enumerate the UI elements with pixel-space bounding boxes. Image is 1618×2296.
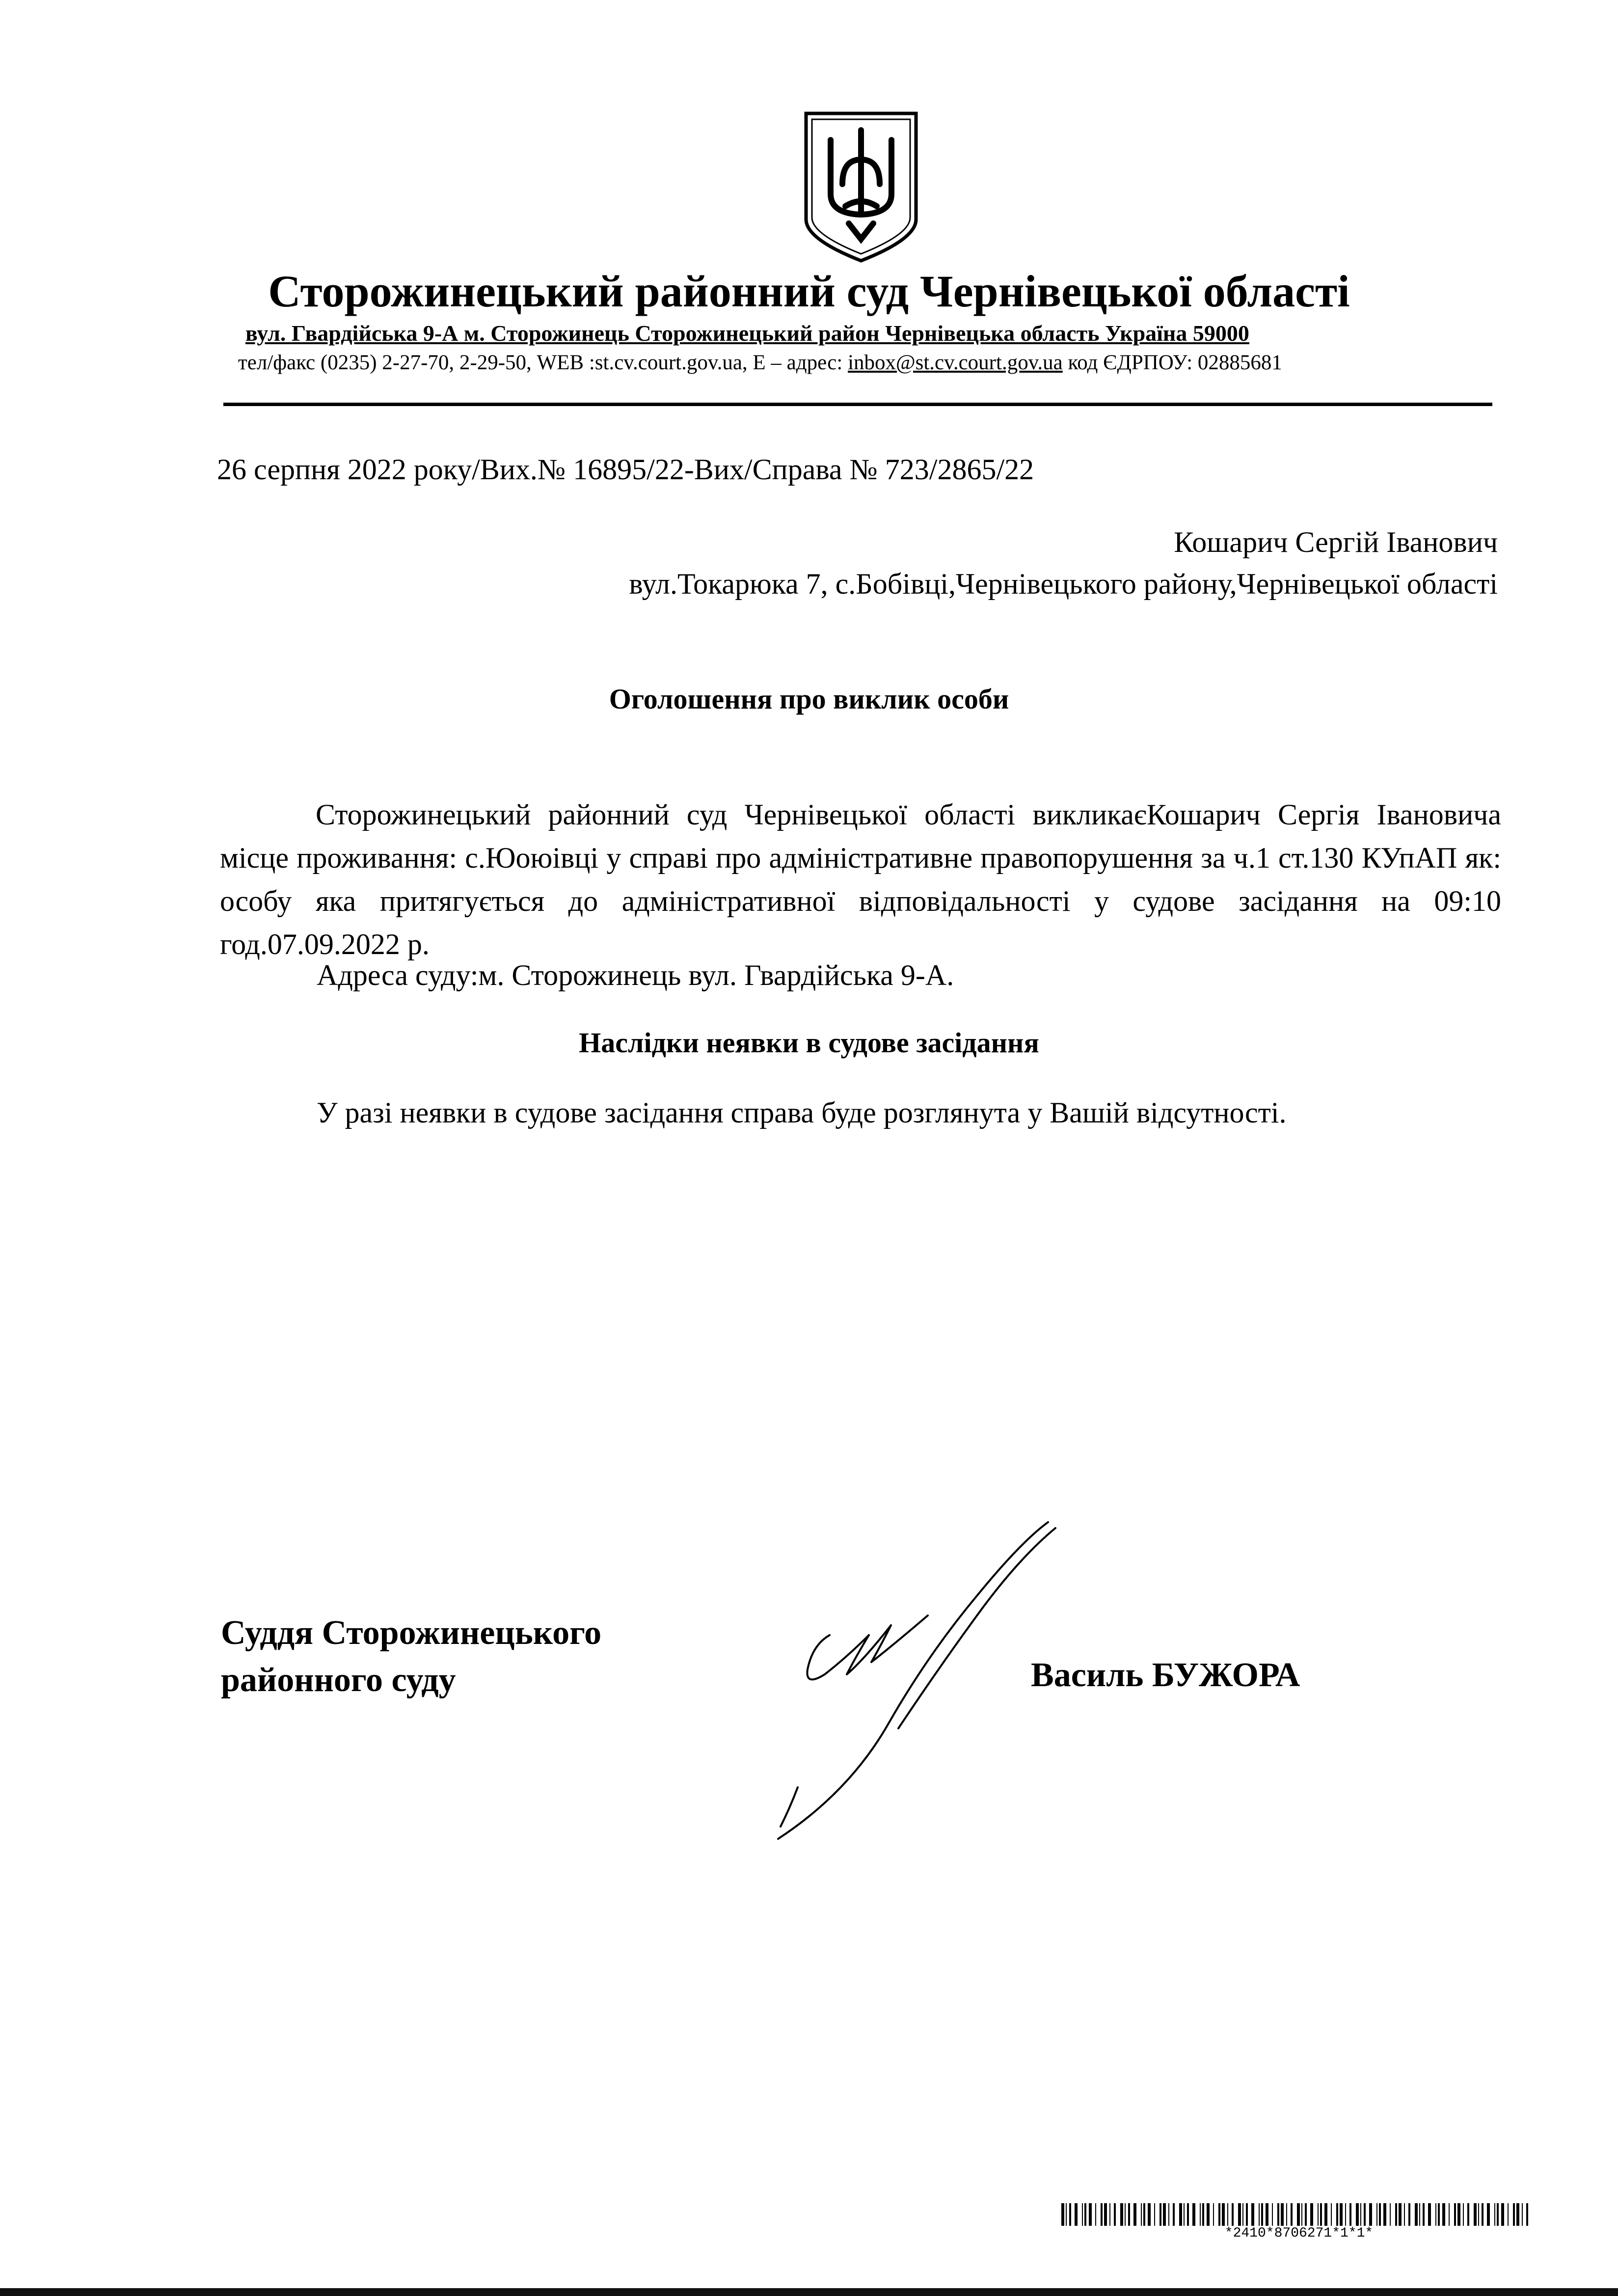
- header-divider: [223, 403, 1492, 406]
- signature-icon: [766, 1512, 1070, 1846]
- notice-body: Сторожинецький районний суд Чернівецької області викликаєКошарич Сергія Івановича місце проживання: с.Юоюівці у справі про адміністративне правопорушення за ч.1 ст.130 КУпАП як: особу яка притягується до адміністративної відповідальності у судове засідання на 09:10 год.07.09.2022 р.: [220, 798, 1501, 960]
- court-name: Сторожинецький районний суд Чернівецької області: [268, 266, 1350, 316]
- court-address: Адреса суду:м. Сторожинець вул. Гвардійська 9-А.: [317, 959, 954, 991]
- consequences-title: Наслідки неявки в судове засідання: [579, 1027, 1039, 1059]
- judge-name: Василь БУЖОРА: [1031, 1656, 1300, 1694]
- outgoing-reference: 26 серпня 2022 року/Вих.№ 16895/22-Вих/Справа № 723/2865/22: [217, 453, 1034, 486]
- court-contacts: [238, 351, 1282, 375]
- barcode-icon: [1061, 2203, 1537, 2226]
- judge-title: [221, 1610, 601, 1704]
- contacts-prefix: тел/факс (0235) 2-27-70, 2-29-50, WEB :st.cv.court.gov.ua, E – адрес:: [238, 351, 848, 374]
- consequences-text: У разі неявки в судове засідання справа буде розглянута у Вашій відсутності.: [317, 1096, 1287, 1129]
- notice-title: Оголошення про виклик особи: [609, 683, 1009, 715]
- scan-bottom-border: [0, 2288, 1618, 2296]
- court-address-header: вул. Гвардійська 9-А м. Сторожинець Сторожинецький район Чернівецька область Україна 59000: [245, 321, 1249, 346]
- judge-title-line2: районного суду: [221, 1661, 456, 1699]
- barcode-text: *2410*8706271*1*1*: [1224, 2226, 1374, 2241]
- email-link[interactable]: inbox@st.cv.court.gov.ua: [848, 351, 1063, 374]
- edrpou-code: код ЄДРПОУ: 02885681: [1062, 351, 1282, 374]
- recipient-address: вул.Токарюка 7, с.Бобівці,Чернівецького району,Чернівецької області: [629, 568, 1498, 600]
- judge-title-line1: Суддя Сторожинецького: [221, 1614, 602, 1652]
- recipient-name: Кошарич Сергій Іванович: [1174, 526, 1498, 558]
- coat-of-arms-icon: [802, 110, 920, 264]
